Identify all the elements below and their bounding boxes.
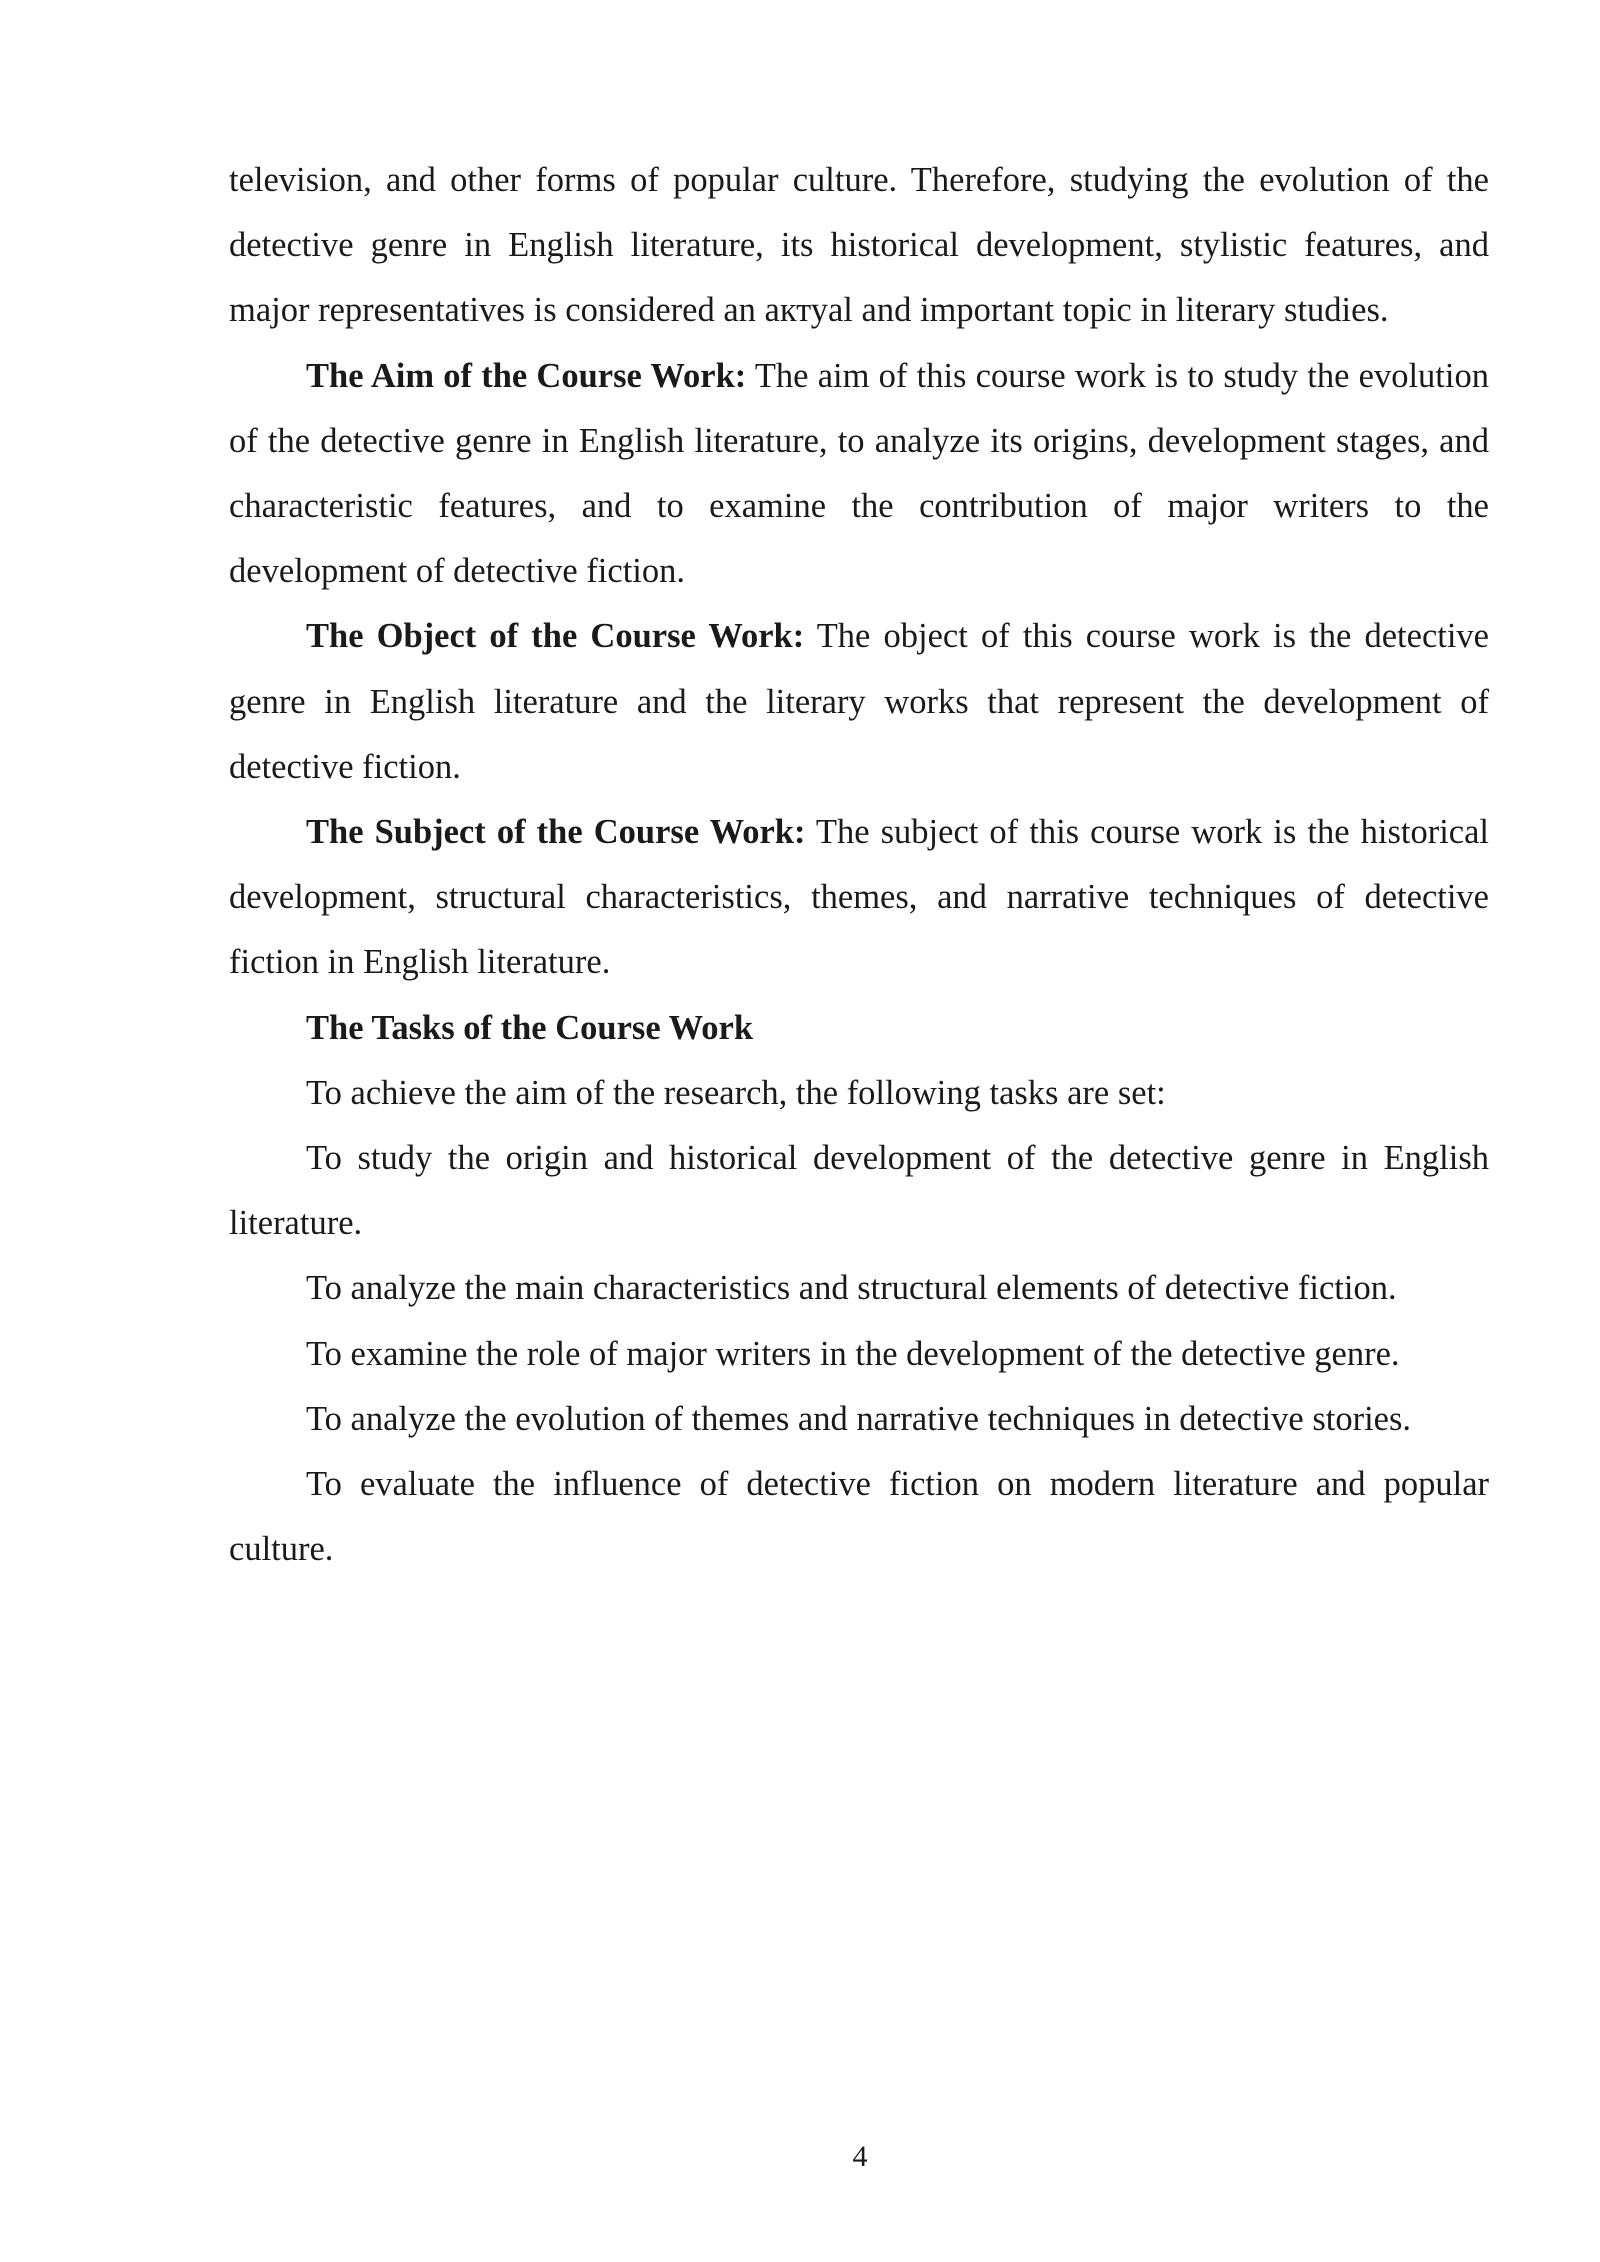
subject-label: The Subject of the Course Work: (306, 813, 806, 852)
tasks-heading: The Tasks of the Course Work (306, 1008, 754, 1047)
paragraph-aim (229, 344, 1489, 605)
task-item: To study the origin and historical development of the detective genre in English literature. (229, 1139, 1489, 1243)
paragraph-intro-continuation (229, 148, 1489, 344)
paragraph-subject (229, 800, 1489, 996)
document-body (229, 148, 1489, 1582)
task-item: To analyze the evolution of themes and narrative techniques in detective stories. (306, 1399, 1412, 1438)
task-item: To evaluate the influence of detective fiction on modern literature and popular culture. (229, 1465, 1489, 1569)
object-text: The object of this course work is the detective genre in English literature and the literary works that represent the development of detective fiction. (229, 617, 1489, 786)
aim-label: The Aim of the Course Work: (306, 356, 747, 395)
subject-text: The subject of this course work is the historical development, structural characteristics, themes, and narrative techniques of detective fiction in English literature. (229, 813, 1489, 982)
tasks-intro: To achieve the aim of the research, the following tasks are set: (306, 1073, 1166, 1112)
paragraph-text: television, and other forms of popular culture. Therefore, studying the evolution of the detective genre in English literature, its historical development, stylistic features, and major representatives is considered an актуal and important topic in literary studies. (229, 161, 1489, 330)
task-item: To examine the role of major writers in the development of the detective genre. (306, 1334, 1400, 1373)
paragraph-object (229, 604, 1489, 800)
aim-text: The aim of this course work is to study the evolution of the detective genre in English literature, to analyze its origins, development stages, and characteristic features, and to examine the contribution of major writers to the development of detective fiction. (229, 356, 1489, 591)
page-number: 4 (852, 2140, 868, 2173)
task-item: To analyze the main characteristics and structural elements of detective fiction. (306, 1269, 1397, 1308)
object-label: The Object of the Course Work: (306, 617, 805, 656)
